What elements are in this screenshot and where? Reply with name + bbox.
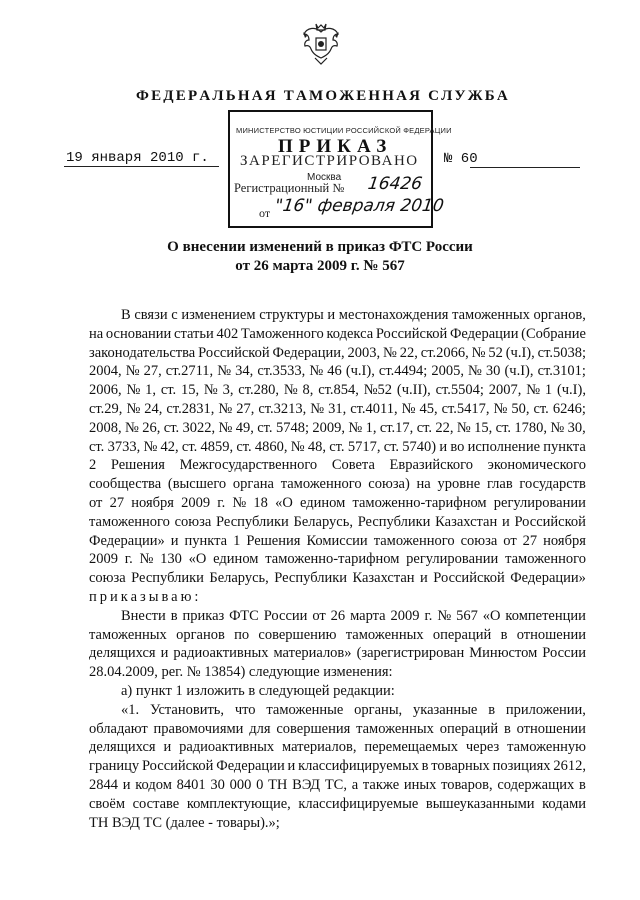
stamp-from-label: от: [259, 206, 271, 220]
body-line: таможенных органов по совершению таможенных операций в отношении: [89, 626, 586, 643]
body-line: делящихся и радиоактивных материалов, перемещаемых через таможенную: [89, 739, 586, 756]
body-line: В связи с изменением структуры и местонахождения таможенных органов,: [121, 307, 586, 323]
body-line: сообщества (высшего органа таможенного союза) на уровне глав государств: [89, 476, 586, 493]
stamp-ministry-name: МИНИСТЕРСТВО ЮСТИЦИИ РОССИЙСКОЙ ФЕДЕРАЦИИ: [236, 126, 452, 135]
stamp-registration-label: Регистрационный №: [234, 181, 345, 195]
subject-line: от 26 марта 2009 г. № 567: [235, 258, 405, 274]
body-line: 2 Решения Межгосударственного Совета Евразийского экономического: [89, 457, 586, 474]
body-line: «1. Установить, что таможенные органы, указанные в приложении,: [121, 701, 586, 718]
body-line: ст.29, № 24, ст.2831, № 27, ст.3213, № 31, ст.4011, № 45, ст.5417, № 50, ст. 6246;: [89, 400, 586, 417]
body-line: Федерации» и пункта 1 Решения Комиссии таможенного союза от 27 ноября: [89, 532, 586, 549]
document-type-title: ПРИКАЗ: [278, 136, 393, 157]
body-line: 2006, № 1, ст. 15, № 3, ст.280, № 8, ст.854, №52 (ч.II), ст.5504; 2007, № 1 (ч.I),: [89, 382, 586, 399]
body-line: таможенного союза Республики Беларусь, Республики Казахстан и Российской: [89, 513, 586, 530]
body-line: от 27 ноября 2009 г. № 18 «О едином таможенно-тарифном регулировании: [89, 494, 586, 511]
body-line: 2008, № 26, ст. 3022, № 49, ст. 5748; 2009, № 1, ст.17, ст. 22, № 15, ст. 1780, № 30,: [89, 419, 586, 436]
body-line: законодательства Российской Федерации, 2003, № 22, ст.2066, № 52 (ч.I), ст.5038;: [89, 344, 586, 361]
body-line: своём составе комплектующие, классифицируемые вышеуказанными кодами: [89, 795, 586, 812]
order-subject: [0, 238, 640, 276]
body-line: 2004, № 27, ст.2711, № 34, ст.3533, № 46 (ч.I), ст.4494; 2005, № 30 (ч.I), ст.3101;: [89, 363, 586, 380]
body-line: приказываю:: [89, 588, 202, 605]
body-line: а) пункт 1 изложить в следующей редакции:: [121, 682, 395, 699]
body-line: 2844 и кодом 8401 30 000 0 ТН ВЭД ТС, а также иных товаров, содержащих в: [89, 776, 586, 793]
subject-line: О внесении изменений в приказ ФТС России: [167, 239, 473, 255]
coat-of-arms-icon: [301, 20, 341, 66]
body-line: 28.04.2009, рег. № 13854) следующие изменения:: [89, 664, 393, 681]
body-line: ст. 3733, № 42, ст. 4859, ст. 4860, № 48, ст. 5717, ст. 5740) и во исполнение пункта: [89, 438, 586, 455]
order-date: 19 января 2010 г.: [66, 150, 209, 166]
stamp-status: ЗАРЕГИСТРИРОВАНО: [240, 153, 419, 169]
stamp-registration-date: "16" февраля 2010: [273, 196, 446, 216]
agency-name: Ф Е Д Е Р А Л Ь Н А Я Т А М О Ж Е Н Н А Я С Л У Ж Б А: [136, 88, 508, 104]
order-number: № 60: [444, 151, 478, 167]
body-line: союза Республики Беларусь, Республики Казахстан и Российской Федерации»: [89, 570, 586, 587]
body-line: границу Российской Федерации и классифицируемых в товарных позициях 2612,: [89, 758, 586, 775]
stamp-city: Москва: [307, 172, 342, 183]
number-underline: [470, 167, 580, 168]
body-line: ТН ВЭД ТС (далее - товары).»;: [89, 814, 280, 831]
body-line: на основании статьи 402 Таможенного кодекса Российской Федерации (Собрание: [89, 325, 586, 342]
body-line: делящихся и радиоактивных материалов» (зарегистрирован Минюстом России: [89, 645, 586, 662]
body-line: 2009 г. № 130 «О едином таможенно-тарифном регулировании таможенного: [89, 551, 586, 568]
date-underline: [64, 166, 219, 167]
stamp-registration-number: 16426: [366, 174, 424, 194]
order-body: [89, 306, 586, 832]
body-line: Внести в приказ ФТС России от 26 марта 2009 г. № 567 «О компетенции: [121, 607, 586, 624]
body-line: обладают правомочиями для совершения таможенных операций в отношении: [89, 720, 586, 737]
